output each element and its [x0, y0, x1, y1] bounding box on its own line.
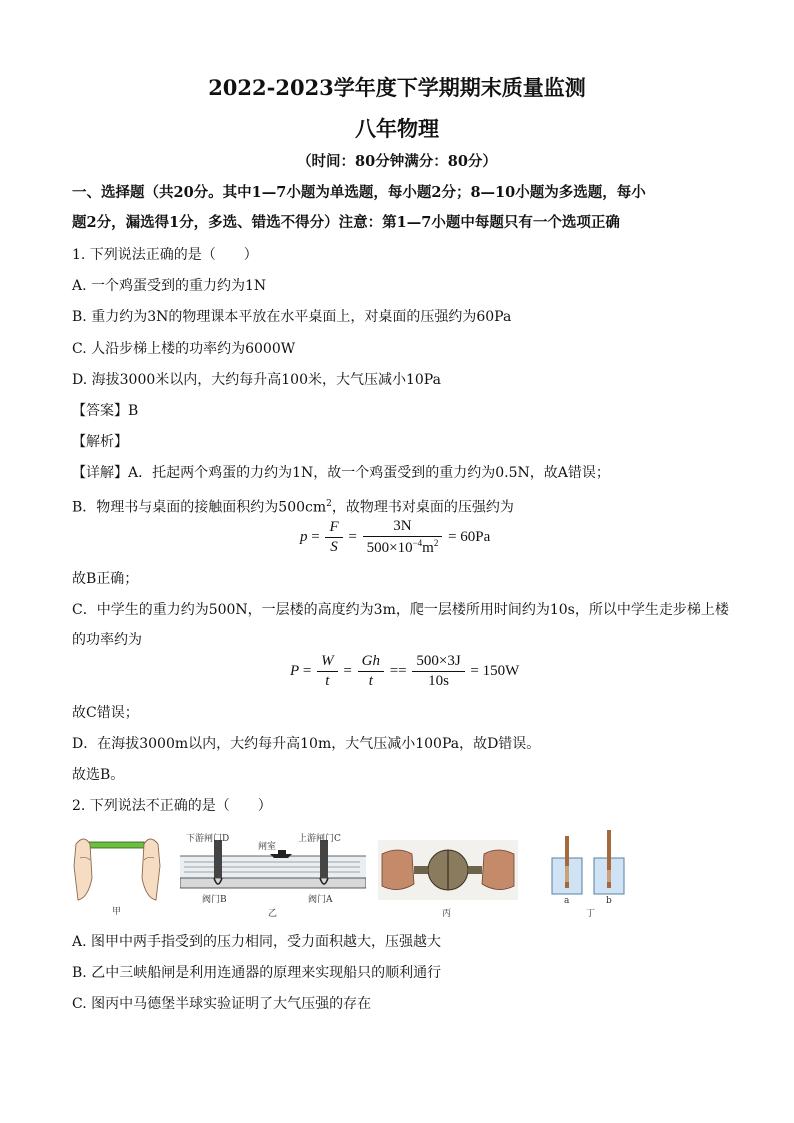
formula2-den1: t: [325, 673, 330, 689]
q1-analysis-label: 【解析】: [72, 434, 128, 450]
formula2-fraction-1: [317, 653, 338, 690]
q1-conclusion: 故选B。: [72, 767, 125, 783]
label-valve-a: 阀门A: [308, 895, 333, 905]
q1-answer: 【答案】B: [72, 403, 139, 419]
formula2-eq-2: =: [343, 662, 352, 679]
formula1-den2: 500×10: [366, 540, 413, 556]
formula1-num1: F: [325, 519, 342, 538]
q2-stem: 2. 下列说法不正确的是（ ）: [72, 798, 272, 814]
formula1-den2-unit-exp: 2: [433, 538, 439, 548]
formula1-fraction-2: [363, 518, 443, 557]
formula1-result: = 60Pa: [448, 528, 491, 545]
formula1-den1: S: [330, 539, 338, 555]
formula2-eq-double: ==: [389, 662, 407, 679]
exam-title: 2022-2023学年度下学期期末质量监测: [208, 75, 586, 100]
pressure-formula: [300, 518, 490, 557]
pencil-fingers-illustration: [72, 826, 162, 904]
figure-yi: [180, 826, 366, 922]
formula2-num1: W: [317, 653, 338, 672]
q1-detail-b: [72, 495, 514, 517]
section-instruction-line-2: 题2分，漏选得1分，多选、错选不得分）注意：第1—7小题中每题只有一个选项正确: [72, 214, 620, 231]
formula1-den2-exp: −4: [412, 538, 423, 548]
figure-bing-label: 丙: [442, 909, 452, 919]
q1-detail-c-end: 故C错误；: [72, 705, 139, 721]
q1-stem: 1. 下列说法正确的是（ ）: [72, 247, 258, 263]
formula2-den3: 10s: [428, 673, 449, 689]
formula1-den2-wrap: [363, 537, 443, 557]
q2-option-b: B. 乙中三峡船闸是利用连通器的原理来实现船只的顺利通行: [72, 965, 442, 981]
formula2-fraction-3: [412, 653, 464, 690]
figure-ding-label: 丁: [586, 909, 596, 919]
figure-bing: [378, 826, 518, 922]
q2-option-c: C. 图丙中马德堡半球实验证明了大气压强的存在: [72, 996, 372, 1012]
q1-detail-b-end: 故B正确；: [72, 571, 139, 587]
figure-jia: [72, 826, 162, 922]
label-downstream-gate-d: 下游闸门D: [186, 834, 230, 844]
exam-time-info: （时间：80分钟满分：80分）: [297, 153, 497, 170]
q1-detail-a: 【详解】A．托起两个鸡蛋的力约为1N，故一个鸡蛋受到的重力约为0.5N，故A错误；: [72, 465, 610, 481]
q1-option-d: D. 海拔3000米以内，大约每升高100米，大气压减小10Pa: [72, 372, 441, 388]
formula1-den2-unit: m: [422, 540, 434, 556]
label-valve-b: 阀门B: [202, 895, 227, 905]
figure-ding: [546, 826, 646, 922]
formula2-den2: t: [368, 673, 373, 689]
beaker-a-label: a: [564, 896, 570, 906]
q1-option-b: B. 重力约为3N的物理课本平放在水平桌面上，对桌面的压强约为60Pa: [72, 309, 512, 325]
formula2-lhs: P: [290, 662, 300, 679]
q1-detail-b-post: ，故物理书对桌面的压强约为: [331, 499, 514, 516]
figure-jia-label: 甲: [112, 907, 122, 917]
figure-yi-label: 乙: [268, 909, 278, 919]
formula1-fraction-1: [325, 519, 342, 556]
q1-detail-c-2: 的功率约为: [72, 632, 142, 648]
formula2-num2: Gh: [358, 653, 384, 672]
exam-subject: 八年物理: [355, 116, 439, 141]
formula1-eq-2: =: [348, 528, 357, 545]
q1-detail-b-sup: 2: [326, 499, 332, 509]
q1-option-a: A. 一个鸡蛋受到的重力约为1N: [72, 278, 267, 294]
formula2-result: = 150W: [470, 662, 520, 679]
power-formula: [290, 653, 519, 690]
q1-detail-b-pre: B．物理书与桌面的接触面积约为500cm: [72, 499, 327, 516]
beakers-illustration: [546, 826, 646, 902]
q1-option-c: C. 人沿步梯上楼的功率约为6000W: [72, 341, 296, 357]
formula1-num2: 3N: [363, 518, 443, 537]
q2-option-a: A. 图甲中两手指受到的压力相同，受力面积越大，压强越大: [72, 934, 442, 950]
formula2-eq: =: [302, 662, 312, 679]
section-instruction-line-1: 一、选择题（共20分。其中1—7小题为单选题，每小题2分；8—10小题为多选题，每小: [72, 184, 646, 201]
q1-detail-d: D．在海拔3000m以内，大约每升高10m，大气压减小100Pa，故D错误。: [72, 736, 541, 752]
beaker-b-label: b: [606, 896, 612, 906]
q2-figure-row: [72, 826, 672, 922]
label-upstream-gate-c: 上游闸门C: [298, 834, 341, 844]
formula2-num3: 500×3J: [412, 653, 464, 672]
formula1-eq: =: [311, 528, 320, 545]
magdeburg-hemispheres-illustration: [378, 840, 518, 900]
label-lock-chamber: 闸室: [258, 842, 277, 852]
formula2-fraction-2: [358, 653, 384, 690]
q1-detail-c-1: C．中学生的重力约为500N，一层楼的高度约为3m，爬一层楼所用时间约为10s，所以中学生走步梯上楼: [72, 602, 729, 618]
formula1-lhs: p: [300, 528, 308, 545]
